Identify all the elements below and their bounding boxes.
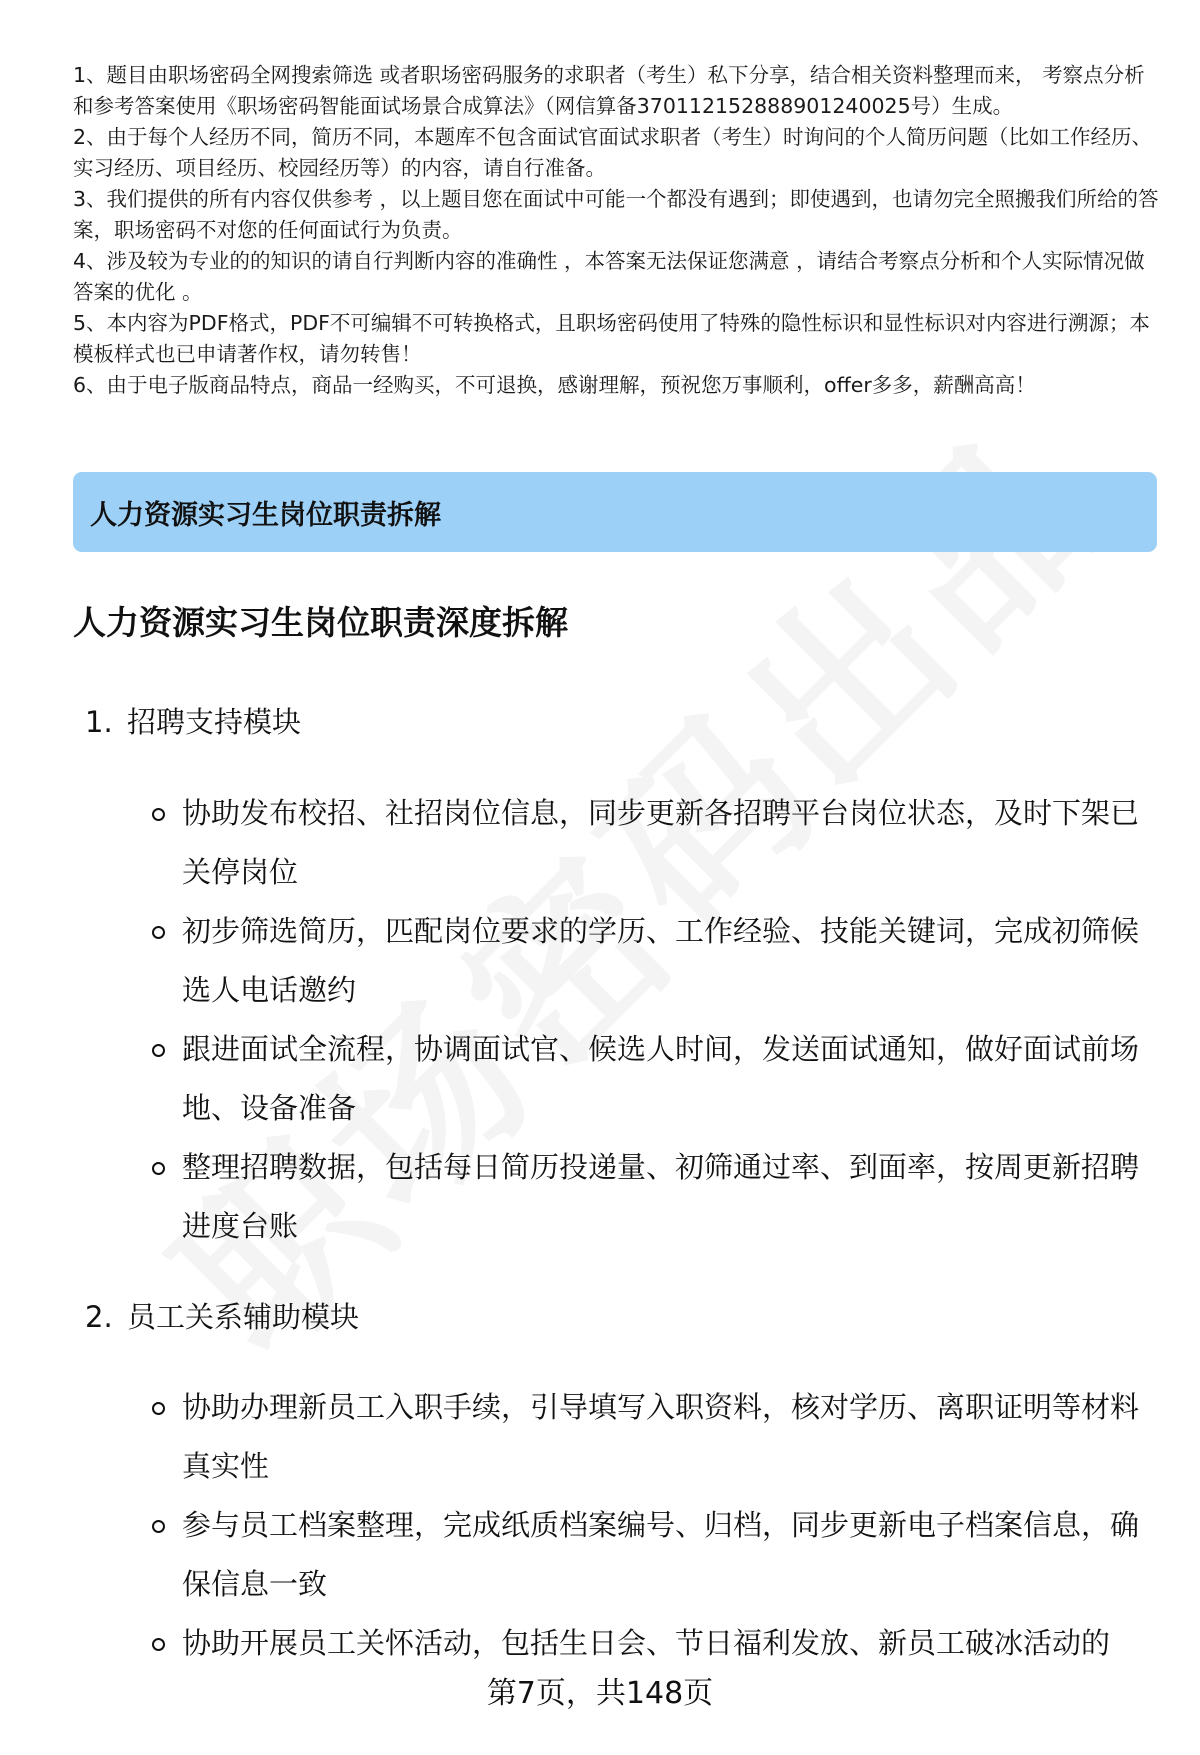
list-item-text: 协助办理新员工入职手续，引导填写入职资料，核对学历、离职证明等材料真实性 [182,1390,1140,1483]
list-item-text: 参与员工档案整理，完成纸质档案编号、归档，同步更新电子档案信息，确保信息一致 [182,1508,1140,1601]
hollow-bullet-icon [152,1520,165,1533]
module-title: 员工关系辅助模块 [127,1300,360,1334]
notice-item: 5、本内容为PDF格式，PDF不可编辑不可转换格式，且职场密码使用了特殊的隐性标识和显性标识对内容进行溯源；本模板样式也已申请著作权，请勿转售！ [73,311,1150,366]
list-item [152,1020,1152,1138]
notice-item: 4、涉及较为专业的的知识的请自行判断内容的准确性 ，本答案无法保证您满意 ，请结合考察点分析和个人实际情况做答案的优化 。 [73,249,1145,304]
module-heading-recruitment [85,700,301,744]
list-item-text: 整理招聘数据，包括每日简历投递量、初筛通过率、到面率，按周更新招聘进度台账 [182,1150,1140,1243]
hollow-bullet-icon [152,926,165,939]
list-item-text: 协助发布校招、社招岗位信息，同步更新各招聘平台岗位状态，及时下架已关停岗位 [182,796,1140,889]
notice-item: 1、题目由职场密码全网搜索筛选 或者职场密码服务的求职者（考生）私下分享，结合相关资料整理而来， 考察点分析和参考答案使用《职场密码智能面试场景合成算法》（网信算备370112152888901240025号）生成。 [73,63,1145,118]
page-title: 人力资源实习生岗位职责深度拆解 [73,603,568,642]
hollow-bullet-icon [152,808,165,821]
list-item [152,784,1152,902]
list-item-text: 协助开展员工关怀活动，包括生日会、节日福利发放、新员工破冰活动的 [182,1626,1111,1660]
list-item [152,1378,1152,1496]
module-number: 1. [85,705,113,739]
notice-item: 6、由于电子版商品特点，商品一经购买，不可退换，感谢理解，预祝您万事顺利，offer多多，薪酬高高！ [73,373,1036,397]
list-item [152,902,1152,1020]
hollow-bullet-icon [152,1162,165,1175]
hollow-bullet-icon [152,1638,165,1651]
hollow-bullet-icon [152,1044,165,1057]
list-item-text: 初步筛选简历，匹配岗位要求的学历、工作经验、技能关键词，完成初筛候选人电话邀约 [182,914,1140,1007]
page-number: 第7页，共148页 [486,1676,714,1711]
hollow-bullet-icon [152,1402,165,1415]
list-item-text: 跟进面试全流程，协调面试官、候选人时间，发送面试通知，做好面试前场地、设备准备 [182,1032,1140,1125]
notice-item: 2、由于每个人经历不同，简历不同，本题库不包含面试官面试求职者（考生）时询问的个人简历问题（比如工作经历、实习经历、项目经历、校园经历等）的内容，请自行准备。 [73,125,1153,180]
employee-relations-duties-list [152,1378,1152,1673]
module-heading-employee-relations [85,1295,359,1339]
list-item [152,1138,1152,1256]
section-banner-title: 人力资源实习生岗位职责拆解 [90,499,441,531]
list-item [152,1496,1152,1614]
recruitment-duties-list [152,784,1152,1256]
notice-item: 3、我们提供的所有内容仅供参考 ，以上题目您在面试中可能一个都没有遇到；即使遇到，也请勿完全照搬我们所给的答案，职场密码不对您的任何面试行为负责。 [73,187,1159,242]
list-item [152,1614,1152,1673]
section-banner [73,472,1157,552]
disclaimer-notice [73,60,1163,401]
module-title: 招聘支持模块 [127,705,302,739]
module-number: 2. [85,1300,113,1334]
